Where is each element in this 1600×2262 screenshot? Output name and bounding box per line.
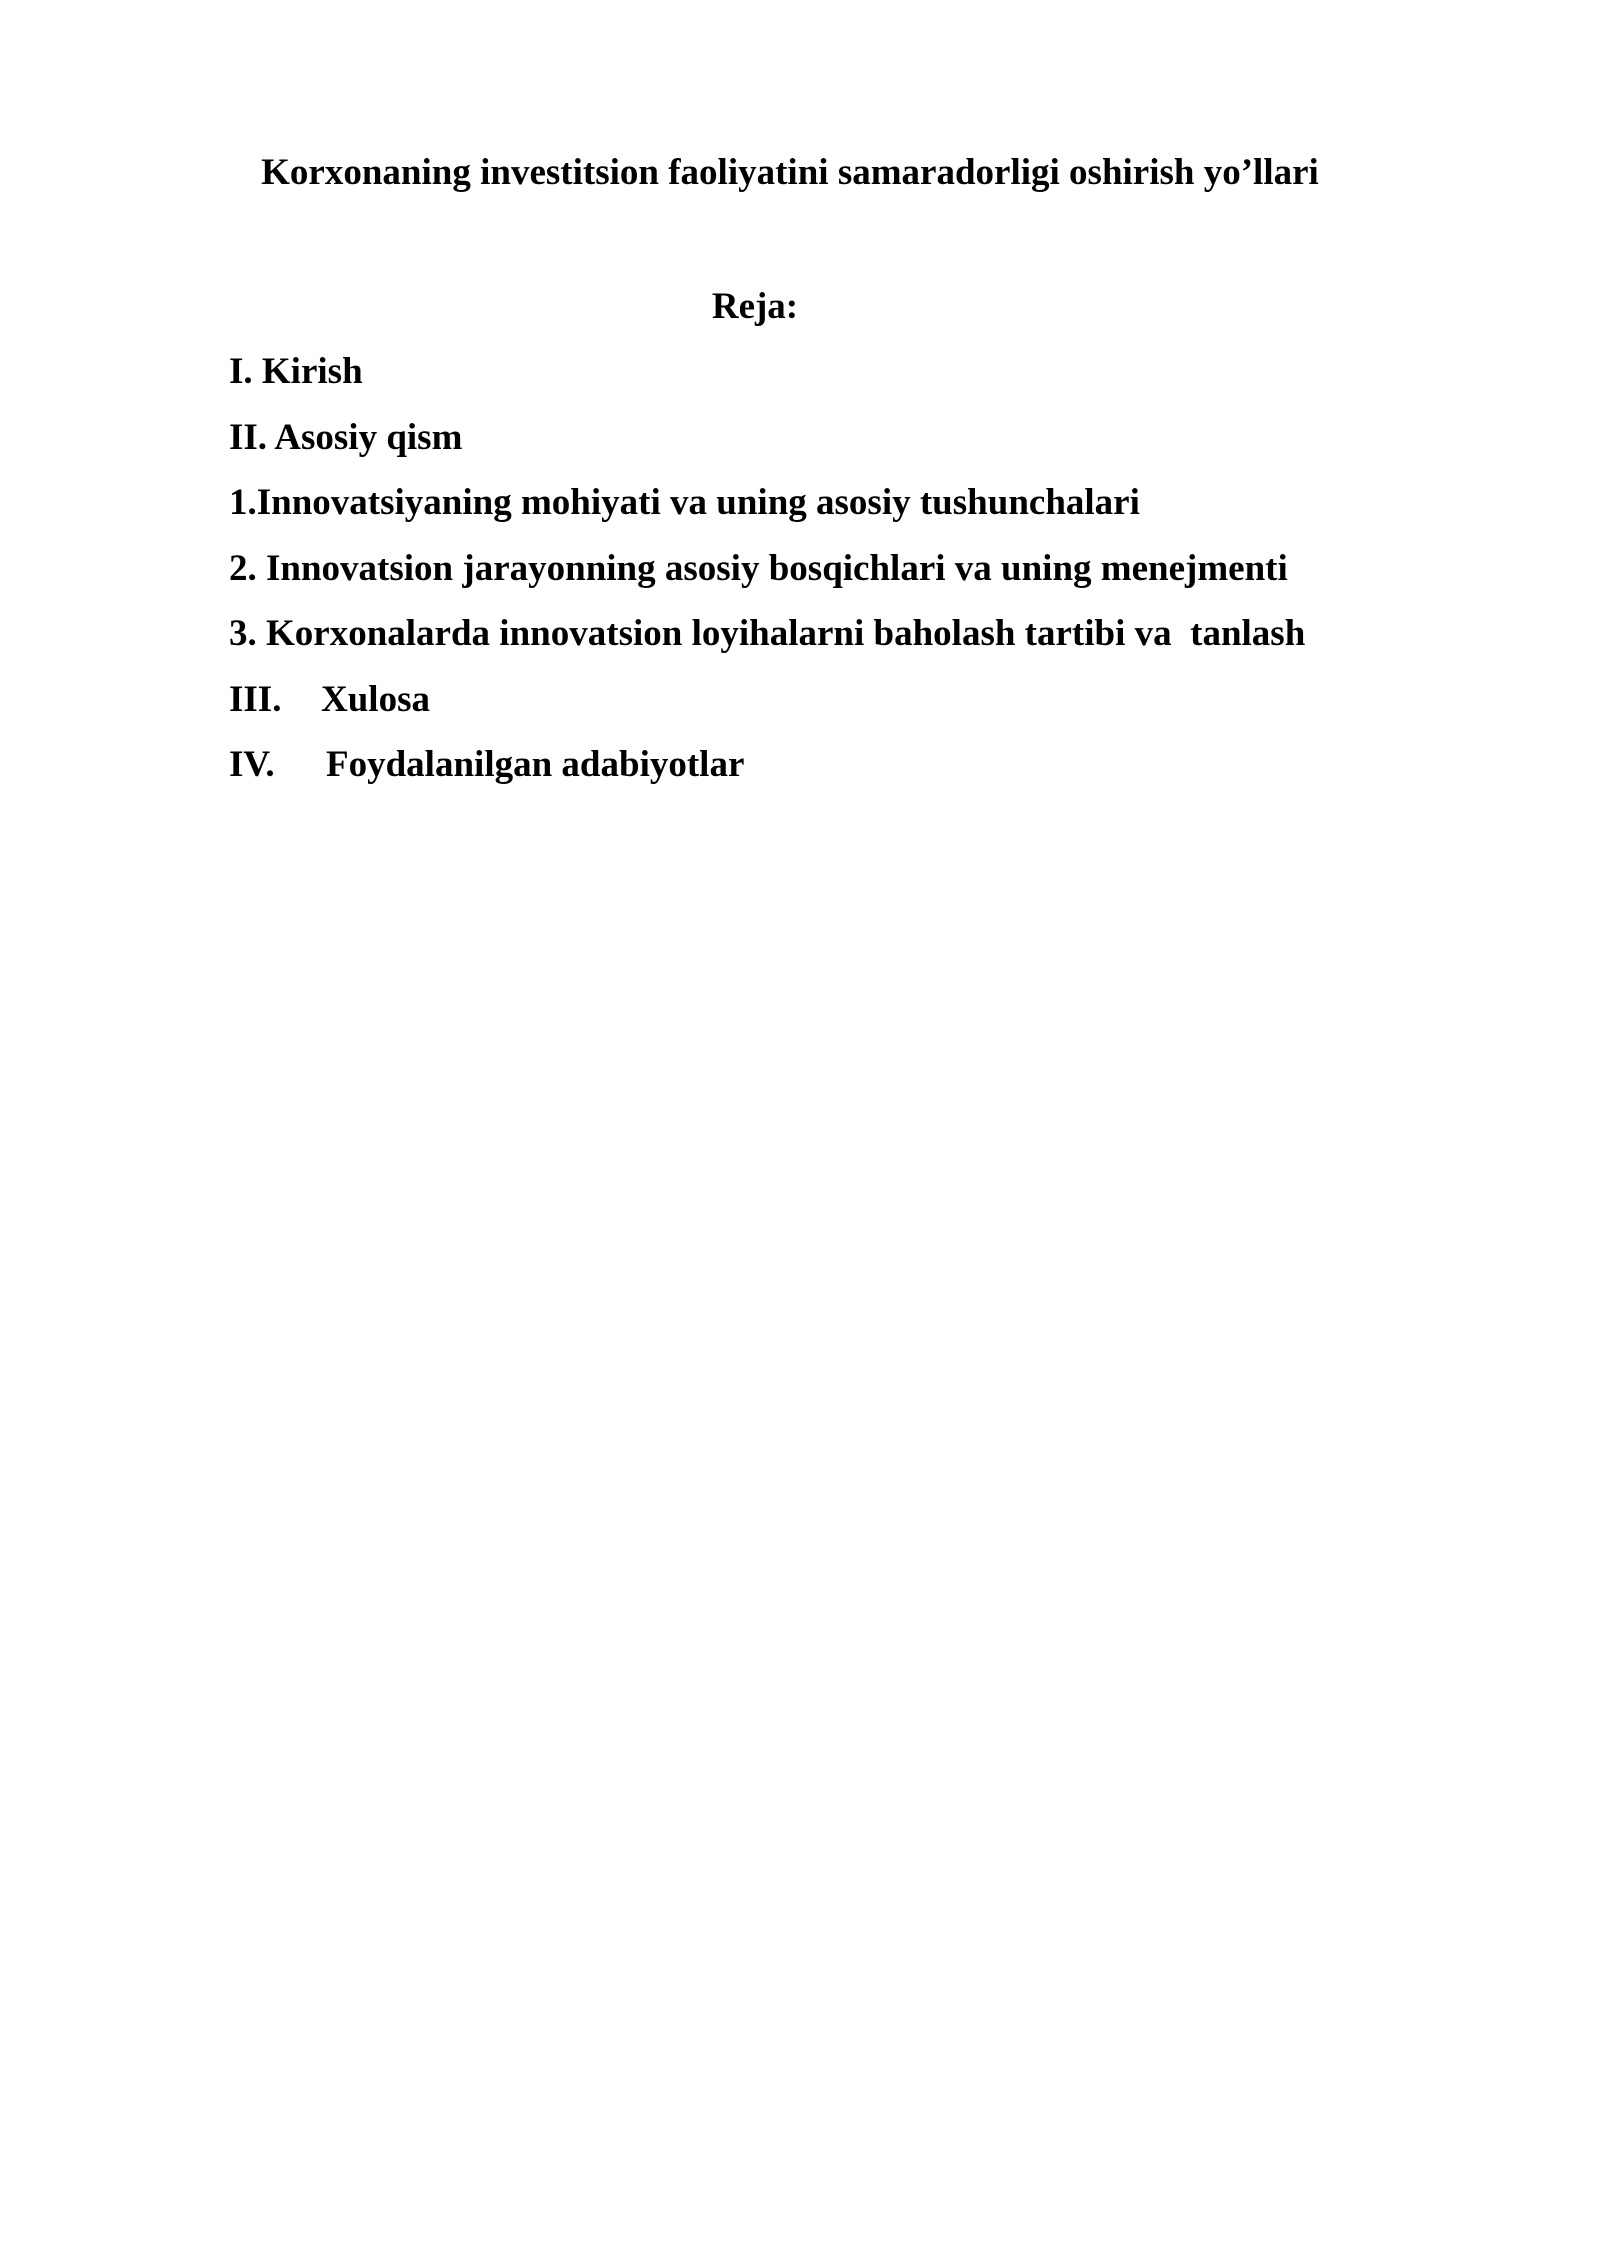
plan-item-text: Kirish bbox=[252, 351, 363, 392]
plan-item-loyihalarni-baholash bbox=[229, 611, 1305, 657]
plan-item-number: III. bbox=[229, 678, 282, 720]
plan-item-kirish bbox=[229, 349, 1305, 395]
plan-list bbox=[229, 349, 1305, 808]
plan-item-xulosa bbox=[229, 677, 1305, 723]
plan-item-text: Asosiy qism bbox=[267, 416, 463, 458]
plan-item-adabiyotlar bbox=[229, 742, 1305, 788]
plan-item-number: 3. bbox=[229, 613, 257, 654]
plan-item-text: Xulosa bbox=[321, 678, 430, 720]
plan-item-text: Foydalanilgan adabiyotlar bbox=[326, 744, 745, 785]
plan-item-text: Korxonalarda innovatsion loyihalarni baholash tartibi va tanlash bbox=[256, 613, 1306, 654]
plan-item-number: II. bbox=[229, 416, 268, 458]
plan-item-text: Innovatsion jarayonning asosiy bosqichlari va uning menejmenti bbox=[256, 547, 1288, 589]
plan-item-innovatsion-jarayon bbox=[229, 546, 1305, 592]
plan-heading: Reja: bbox=[711, 286, 799, 327]
plan-item-asosiy-qism bbox=[229, 415, 1305, 461]
plan-item-number: IV. bbox=[229, 744, 275, 785]
plan-item-number: I. bbox=[229, 351, 253, 392]
plan-item-innovatsiya-mohiyati bbox=[229, 480, 1305, 526]
plan-item-number: 1. bbox=[229, 482, 257, 523]
document-title: Korxonaning investitsion faoliyatini samaradorligi oshirish yo’llari bbox=[261, 152, 1319, 193]
plan-item-number: 2. bbox=[229, 547, 257, 589]
plan-item-text: Innovatsiyaning mohiyati va uning asosiy tushunchalari bbox=[256, 482, 1140, 523]
